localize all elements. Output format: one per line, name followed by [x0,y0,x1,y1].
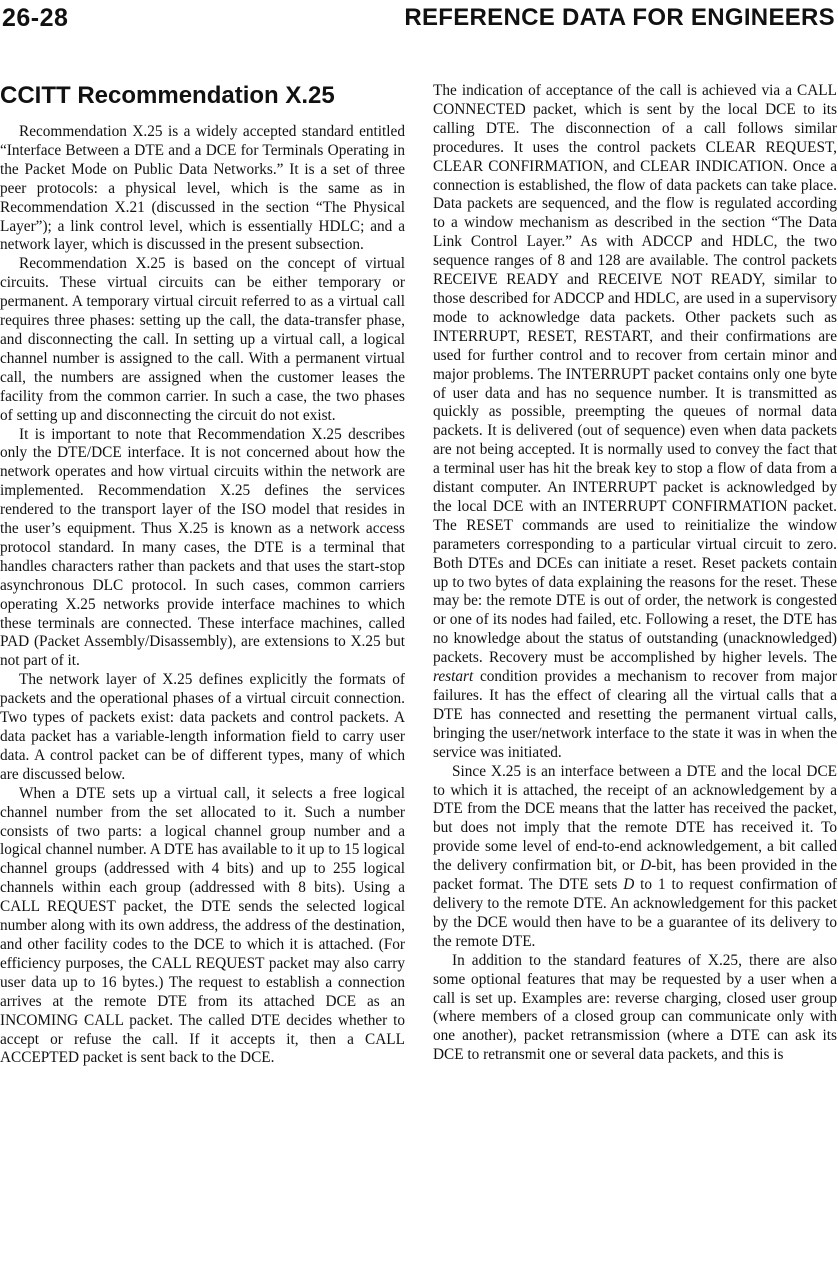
italic-term: restart [433,668,474,686]
text-run: -bit, has been provided in the packet format. The DTE sets [433,857,838,894]
paragraph: In addition to the standard features of X.25, there are also some optional features that may be requested by a user when a call is set up. Examples are: reverse charging, closed user group (where members of a closed group can communicate only with one another), packet retransmission (where a DTE can ask its DCE to retransmit one or several data packets, and this is [433,951,837,1064]
paragraph [433,82,837,763]
paragraph: It is important to note that Recommendation X.25 describes only the DTE/DCE interface. It is not concerned about how the network operates and how virtual circuits within the network are implemented. Recommendation X.25 defines the services rendered to the transport layer of the ISO model that resides in the user’s equipment. Thus X.25 is known as a network access protocol standard. In many cases, the DTE is a terminal that handles characters rather than packets and that uses the start-stop asynchronous DLC protocol. In such cases, common carriers operating X.25 networks provide interface machines to which these terminals are connected. These interface machines, called PAD (Packet Assembly/Disassembly), are extensions to X.25 but not part of it. [0,425,405,670]
paragraph: Recommendation X.25 is based on the concept of virtual circuits. These virtual circuits can be either temporary or permanent. A temporary virtual circuit referred to as a virtual call requires three phases: setting up the call, the data-transfer phase, and disconnecting the call. In setting up a virtual call, a logical channel number is assigned to the call. With a permanent virtual call, the numbers are assigned when the customer leases the facility from the common carrier. In such a case, the two phases of setting up and disconnecting the circuit do not exist. [0,255,405,424]
text-run: Since X.25 is an interface between a DTE and the local DCE to which it is attached, the receipt of an acknowledgement by a DTE from the DCE means that the latter has received the packet, but does not imply that the remote DTE has received it. To provide some level of end-to-end acknowledgement, a bit called the delivery confirmation bit, or [433,762,837,875]
running-title: REFERENCE DATA FOR ENGINEERS [404,4,835,31]
page-header [0,0,838,40]
paragraph: Recommendation X.25 is a widely accepted standard entitled “Interface Between a DTE and a DCE for Terminals Operating in the Packet Mode on Public Data Networks.” It is a set of three peer protocols: a physical level, which is the same as in Recommendation X.21 (discussed in the section “The Physical Layer”); a link control level, which is essentially HDLC; and a network layer, which is discussed in the present subsection. [0,123,405,254]
text-run: to 1 to request confirmation of delivery to the remote DTE. An acknowledgement for this packet by the DCE would then have to be a guarantee of its delivery to the remote DTE. [433,876,838,950]
paragraph: The network layer of X.25 defines explicitly the formats of packets and the operational phases of a virtual circuit connection. Two types of packets exist: data packets and control packets. A data packet has a variable-length information field to carry user data. A control packet can be of different types, many of which are discussed below. [0,671,405,783]
left-column [0,82,405,1068]
text-run: condition provides a mechanism to recover from major failures. It has the effect of clearing all the virtual calls that a DTE has connected and resetting the permanent virtual calls, bringing the user/network interface to the state it was in when the service was initiated. [433,668,837,761]
paragraph: When a DTE sets up a virtual call, it selects a free logical channel number from the set allocated to it. Such a number consists of two parts: a logical channel group number and a logical channel number. A DTE has available to it up to 15 logical channel groups (addressed with 4 bits) and up to 255 logical channels within each group (addressed with 8 bits). Using a CALL REQUEST packet, the DTE sends the selected logical number along with its own address, the address of the destination, and other facility codes to the DCE to which it is attached. (For efficiency purposes, the CALL REQUEST packet may also carry user data up to 16 bytes.) The request to establish a connection arrives at the remote DTE from its attached DCE as an INCOMING CALL packet. The called DTE decides whether to accept or refuse the call. If it accepts it, then a CALL ACCEPTED packet is sent back to the DCE. [0,784,405,1067]
text-run: The indication of acceptance of the call is achieved via a CALL CONNECTED packet, which is sent by the local DCE to its calling DTE. The disconnection of a call follows similar procedures. It uses the control packets CLEAR REQUEST, CLEAR CONFIRMATION, and CLEAR INDICATION. Once a connection is established, the flow of data packets can take place. Data packets are sequenced, and the flow is regulated according to a window mechanism as described in the section “The Data Link Control Layer.” As with ADCCP and HDLC, the two sequence ranges of 8 and 128 are available. The control packets RECEIVE READY and RECEIVE NOT READY, similar to those described for ADCCP and HDLC, are used in a supervisory mode to acknowledge data packets. Other packets such as INTERRUPT, RESET, RESTART, and their confirmations are used for further control and to recover from certain minor and major problems. The INTERRUPT packet contains only one byte of user data and has no sequence number. It is transmitted as quickly as possible, preempting the queues of normal data packets. It is delivered (out of sequence) even when data packets are not being accepted. It is normally used to convey the fact that a terminal user has hit the break key to stop a flow of data from a distant computer. An INTERRUPT packet is acknowledged by the local DCE with an INTERRUPT CONFIRMATION packet. The RESET commands are used to reinitialize the window parameters corresponding to a particular virtual circuit to zero. Both DTEs and DCEs can initiate a reset. Reset packets contain up to two bytes of data explaining the reasons for the reset. These may be: the remote DTE is out of order, the network is congested or one of its nodes had failed, etc. Following a reset, the DTE has no knowledge about the status of outstanding (unacknowledged) packets. Recovery must be accomplished by higher levels. The [433,82,837,667]
page-number: 26-28 [2,4,69,32]
right-column [433,82,837,1065]
paragraph [433,763,837,952]
italic-term: D [640,857,652,875]
italic-term: D [623,876,635,894]
section-title: CCITT Recommendation X.25 [0,82,335,109]
